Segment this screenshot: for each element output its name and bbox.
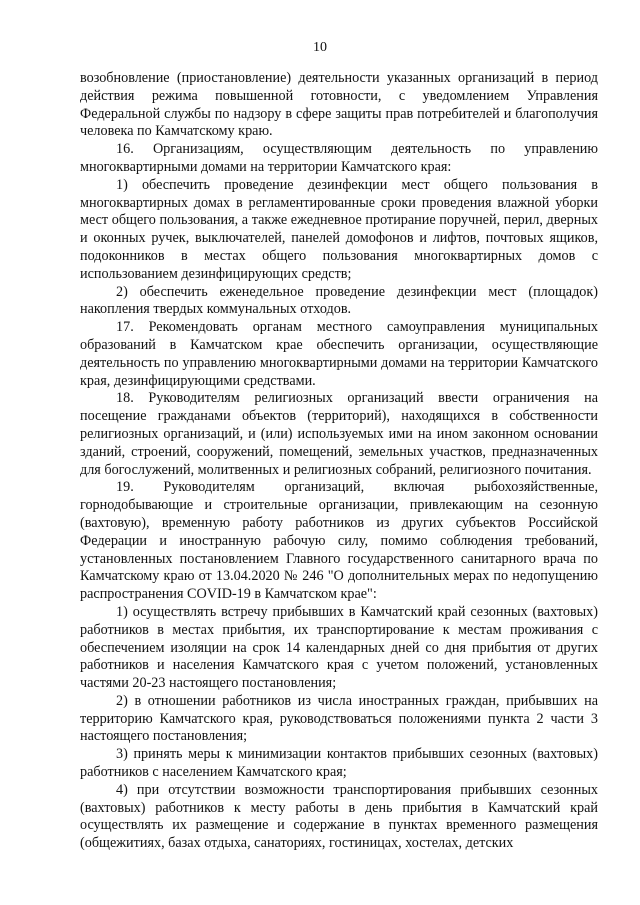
paragraph-item-16-2: 2) обеспечить еженедельное проведение дезинфекции мест (площадок) накопления твердых коммунальных отходов. [80,283,598,318]
paragraph-item-16: 16. Организациям, осуществляющим деятельность по управлению многоквартирными домами на территории Камчатского края: [80,141,598,175]
paragraph-item-19: 19. Руководителям организаций, включая рыбохозяйственные, горнодобывающие и строительные организации, привлекающим на сезонную (вахтовую), временную работу работников из других субъектов Российской Федерации и иностранную рабочую силу, помимо соблюдения требований, установленных постановлением Главного государственного санитарного врача по Камчатскому краю от 13.04.2020 № 246 "О дополнительных мерах по недопущению распространения COVID-19 в Камчатском крае": [80,479,598,603]
document-body [80,70,598,853]
page-number: 10 [313,40,327,55]
paragraph-item-17: 17. Рекомендовать органам местного самоуправления муниципальных образований в Камчатском крае обеспечить организации, осуществляющие деятельность по управлению многоквартирными домами на территории Камчатского края, дезинфицирующими средствами. [80,319,598,389]
paragraph-item-19-2: 2) в отношении работников из числа иностранных граждан, прибывших на территорию Камчатского края, руководствоваться положениями пункта 2 части 3 настоящего постановления; [80,692,598,745]
paragraph-item-16-1: 1) обеспечить проведение дезинфекции мест общего пользования в многоквартирных домах в регламентированные сроки проведения влажной уборки мест общего пользования, а также ежедневное протирание поручней, перил, дверных и оконных ручек, выключателей, панелей домофонов и лифтов, почтовых ящиков, подоконников в местах общего пользования многоквартирных домов с использованием дезинфицирующих средств; [80,176,598,282]
paragraph-item-19-1: 1) осуществлять встречу прибывших в Камчатский край сезонных (вахтовых) работников в местах прибытия, их транспортирование к местам проживания с обеспечением изоляции на срок 14 календарных дней со дня прибытия от других работников и населения Камчатского края с учетом положений, установленных частями 20-23 настоящего постановления; [80,603,598,692]
paragraph-continuation: возобновление (приостановление) деятельности указанных организаций в период действия режима повышенной готовности, с уведомлением Управления Федеральной службы по надзору в сфере защиты прав потребителей и благополучия человека по Камчатскому краю. [80,70,598,140]
paragraph-item-19-4: 4) при отсутствии возможности транспортирования прибывших сезонных (вахтовых) работников к месту работы в день прибытия в Камчатский край осуществлять их размещение и содержание в пунктах временного размещения (общежитиях, базах отдыха, санаториях, гостиницах, хостелах, детских [80,781,598,852]
paragraph-item-18: 18. Руководителям религиозных организаций ввести ограничения на посещение гражданами объектов (территорий), находящихся в собственности религиозных организаций, и (или) используемых ими на ином законном основании зданий, строений, сооружений, помещений, земельных участков, предназначенных для богослужений, молитвенных и религиозных собраний, религиозного почитания. [80,390,598,478]
paragraph-item-19-3: 3) принять меры к минимизации контактов прибывших сезонных (вахтовых) работников с населением Камчатского края; [80,746,598,781]
